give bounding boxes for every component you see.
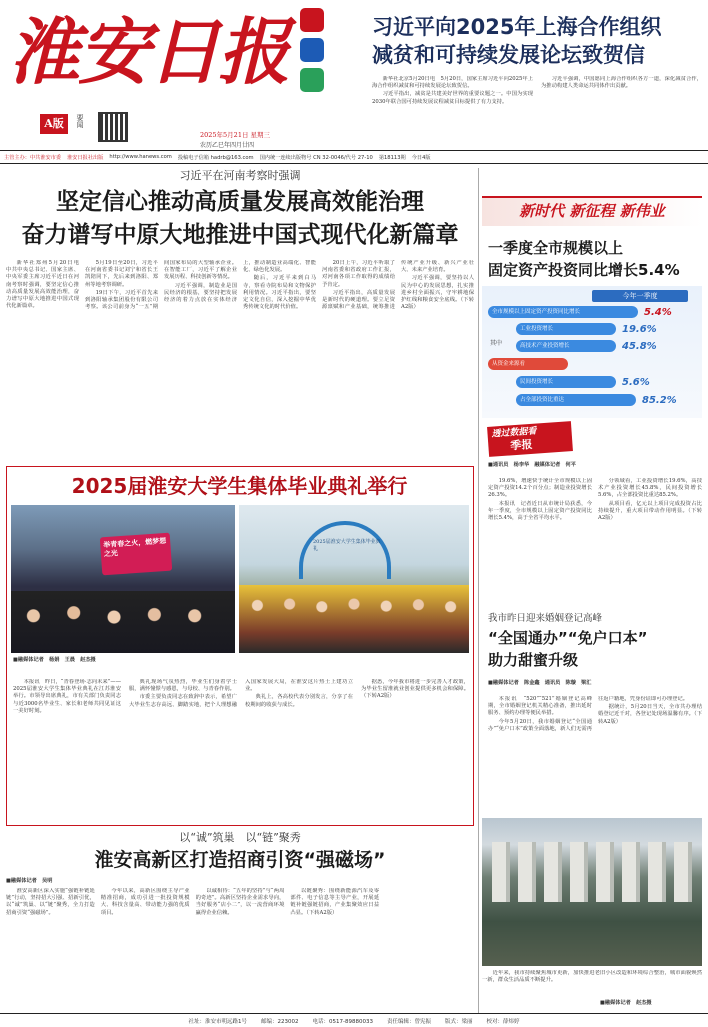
stats-row-label: 从资金来源看 <box>488 358 568 370</box>
grad-sign <box>100 533 172 576</box>
app-icon-2[interactable] <box>300 38 324 62</box>
invest-story <box>6 830 474 1012</box>
lunar-line: 农历乙巳年四月廿四 <box>200 142 255 149</box>
marriage-byline: ■融媒体记者 陈金鑫 通讯员 陈璇 梁汇 <box>488 680 592 686</box>
stats-p: 19.6%，增速快于统计全市规模以上固定资产投资14.2个百分点；制造业投资增长26.3%。 <box>488 478 592 499</box>
right-banner <box>482 196 702 226</box>
lead-title-1: 坚定信心推动高质量发展高效能治理 <box>56 189 424 215</box>
grad-p: 典礼现场气氛热烈，毕业生们身着学士服，满怀憧憬与感恩，与母校、与青春作别。 <box>129 679 237 693</box>
stamp-line1: 透过数据看 <box>491 426 537 440</box>
lead-body <box>6 260 474 458</box>
invest-byline: ■融媒体记者 吴明 <box>6 878 53 884</box>
marriage-title-1: “全国通办”“免户口本” <box>488 629 648 647</box>
stats-row-value: 5.6% <box>622 376 650 388</box>
stats-title-2: 固定资产投资同比增长5.4% <box>488 261 680 279</box>
lead-p: 习近平强调，制造业是国民经济的根基，要坚持把发展经济的着力点放在实体经济上，推动制造业高端化、智能化、绿色化发展。 <box>164 260 316 304</box>
edition-label: A版 <box>44 117 64 130</box>
stats-row <box>488 306 672 318</box>
footer-postcode: 邮编：223002 <box>260 1018 299 1025</box>
lead-p: 随后，习近平来到白马寺，察看寺院布局和文物保护利用情况。习近平指出，要坚定文化自信，深入挖掘中华优秀传统文化的时代价值。 <box>243 275 316 311</box>
city-buildings <box>492 842 692 902</box>
stats-row <box>516 323 657 335</box>
invest-p: 淮安高新区深入实施“强链补链延链”行动，坚持招大引强、招新引优，以“诚”筑巢、以“链”聚秀，全力打造招商引资“强磁场”。 <box>6 888 95 916</box>
stats-p: 本报讯 记者近日从市统计局获悉，今年一季度，全市规模以上固定资产投资同比增长5.4%，高于全省平均水平。 <box>488 500 592 522</box>
stats-stamp <box>487 421 573 457</box>
invest-p: 以诚相待：“五年的坚持”与“两周的奇迹”。高新区坚持企业需求导向，当好服务“店小二”，以一流营商环境赢得企业信赖。 <box>195 888 285 916</box>
stats-body <box>488 478 702 604</box>
masthead <box>0 0 708 150</box>
top-headline-line1: 习近平向2025年上海合作组织 <box>372 15 662 39</box>
grad-crowd <box>11 591 235 653</box>
marriage-p: 据统计，5月20日当天，全市共办理结婚登记近千对，各登记处现场温馨有序。（下转A2版） <box>598 704 702 725</box>
grad-p: 市委主要负责同志在致辞中表示，希望广大毕业生志存高远、脚踏实地，把个人理想融入国家发展大局，在淮安这片热土上建功立业。 <box>129 679 353 708</box>
lead-story <box>6 168 474 462</box>
masthead-title: 淮安日报 <box>8 9 289 94</box>
lead-p: 习近平指出，高质量发展是新时代的硬道理。要立足资源禀赋和产业基础，统筹推进传统产业升级、新兴产业壮大、未来产业培育。 <box>322 260 474 311</box>
top-story-p2: 习近平指出，减贫是共建美好世界的重要议题之一。中国为实现2030年联合国可持续发展议程减贫目标提供了有力支持。 <box>372 91 533 105</box>
stats-header <box>592 290 688 302</box>
stats-header-text: 今年一季度 <box>622 292 658 300</box>
grad-arch <box>299 521 391 579</box>
stats-row <box>488 358 568 370</box>
top-story-p1: 新华社北京5月20日电 5月20日，国家主席习近平向2025年上海合作组织减贫和可持续发展论坛致贺信。 <box>372 76 533 90</box>
grad-sign-text: 举青春之火，燃梦想之光 <box>102 535 167 559</box>
stats-side-label: 其中 <box>490 340 503 347</box>
footer-layout: 版式：梁丽 <box>444 1018 473 1025</box>
top-story-p3: 习近平强调，中国愿同上海合作组织各方一道，深化减贫合作，为推动构建人类命运共同体作出贡献。 <box>541 76 702 90</box>
stats-row <box>516 376 650 388</box>
column-divider <box>478 168 479 1013</box>
email[interactable]: 投稿电子信箱 hadrb@163.com <box>177 154 254 161</box>
invest-kicker: 以“诚”筑巢 以“链”聚秀 <box>179 831 301 844</box>
stats-row-label: 高技术产业投资增长 <box>516 340 616 352</box>
grad-photo-caption: ■融媒体记者 杨娟 王晨 赵杰摄 <box>13 657 96 663</box>
stats-row <box>516 340 657 352</box>
stats-row-label: 工业投资增长 <box>516 323 616 335</box>
footer-editor: 责任编辑：曾宪振 <box>386 1018 431 1025</box>
page-count: 今日4版 <box>411 154 431 161</box>
lead-p: 19日下午，习近平首先来到洛阳轴承集团股份有限公司考察。该公司前身为“一五”期间国家布局的大型轴承企业。在智能工厂，习近平了解企业发展历程、科技创新等情况。 <box>85 260 237 311</box>
stats-row-value: 85.2% <box>642 394 677 406</box>
press: 淮安日报社出版 <box>67 154 104 161</box>
invest-body <box>6 888 474 1010</box>
date-line: 2025年5月21日 星期三 <box>200 131 271 139</box>
edition-badge <box>40 114 68 134</box>
lead-kicker: 习近平在河南考察时强调 <box>179 169 301 182</box>
stats-p: 分领域看，工业投资增长19.6%，高技术产业投资增长45.8%，民间投资增长5.6%，占全部投资比重达85.2%。 <box>598 478 702 499</box>
lead-p: 5月19日至20日，习近平在河南省委书记刘宁和省长王凯陪同下，先后来到洛阳、郑州等地考察调研。 <box>85 260 158 288</box>
footer-phone: 电话：0517-89880033 <box>312 1018 373 1025</box>
top-headline-line2: 减贫和可持续发展论坛致贺信 <box>372 43 645 67</box>
stamp-line2: 季报 <box>509 437 533 453</box>
stats-row-label: 民间投资增长 <box>516 376 616 388</box>
cn-number: 国内统一连续出版物号 CN 32-0046/代号 27-10 <box>259 154 373 161</box>
lead-p: 20日上午，习近平听取了河南省委和省政府工作汇报，对河南各项工作取得的成绩给予肯定。 <box>322 260 395 288</box>
top-icons <box>300 8 348 148</box>
stats-row-label: 占全部投资比重达 <box>516 394 636 406</box>
footer <box>0 1013 708 1027</box>
invest-p: 以链聚秀：围绕新能源汽车及零部件、电子信息等主导产业，开展延链补链强链招商，产业集聚效应日益凸显。（下转A2版） <box>290 888 380 916</box>
stats-graphic <box>482 286 702 418</box>
website[interactable]: http://www.hanews.com <box>109 154 172 160</box>
stats-title-1: 一季度全市规模以上 <box>488 239 624 257</box>
stats-row-label: 全市规模以上固定资产投资同比增长 <box>488 306 638 318</box>
marriage-p: 今年5月20日，我市婚姻登记“全国通办”“免户口本”政策全面落地，新人们无需再往返户籍地，凭身份证即可办理登记。 <box>488 696 689 732</box>
marriage-p: 本报讯 “520”“521”婚姻登记高峰期，全市婚姻登记机关精心准备，推出延时服务、预约办理等便民举措。 <box>488 696 592 717</box>
grad-story <box>6 466 474 826</box>
grad-photo-right <box>239 505 469 653</box>
marriage-title-2: 助力甜蜜升级 <box>488 651 579 669</box>
section-label: 要闻 <box>76 114 84 128</box>
city-photo-credit: ■融媒体记者 赵杰摄 <box>600 1000 652 1006</box>
issue-number: 第18113期 <box>378 154 406 161</box>
grad-title: 2025届淮安大学生集体毕业典礼举行 <box>71 474 408 498</box>
city-photo <box>482 818 702 966</box>
grad-photo-left <box>11 505 235 653</box>
grad-arch-text: 2025届淮安大学生集体毕业典礼 <box>313 539 381 552</box>
stats-p: 从项目看，亿元以上项目完成投资占比持续提升，重大项目带动作用明显。（下转A2版） <box>598 500 702 522</box>
grad-body <box>13 679 469 821</box>
grad-group <box>239 585 469 653</box>
invest-p: 今年以来，高新区围绕主导产业精准招商，成功引进一批投资规模大、科技含量高、带动能力强的优质项目。 <box>100 888 190 916</box>
marriage-body <box>488 696 702 812</box>
info-strip <box>0 150 708 164</box>
app-icon-1[interactable] <box>300 8 324 32</box>
stats-row-value: 5.4% <box>644 306 672 318</box>
grad-p: 典礼上，各高校代表分别发言，分享了在校期间的收获与成长。 <box>245 694 353 708</box>
lead-title-2: 奋力谱写中原大地推进中国式现代化新篇章 <box>21 222 459 248</box>
stats-row-value: 45.8% <box>622 340 657 352</box>
stats-row-value: 19.6% <box>622 323 657 335</box>
footer-proofreader: 校对：薛炜婷 <box>486 1018 520 1025</box>
city-photo-caption: 近年来，我市持续聚焦城市更新，加快推进老旧小区改造和环境综合整治，城市面貌焕然一新，群众生活品质不断提升。 <box>482 970 702 984</box>
qr-code[interactable] <box>98 112 128 142</box>
stats-row <box>516 394 677 406</box>
grad-p: 据悉，今年我市将进一步完善人才政策，为毕业生留淮就业创业提供更多机会和保障。（下转A2版） <box>361 679 469 700</box>
lead-p: 习近平强调，要坚持以人民为中心的发展思想，扎实推进乡村全面振兴，守牢耕地保护红线和粮食安全底线。（下转A2版） <box>401 275 474 311</box>
app-icon-3[interactable] <box>300 68 324 92</box>
lead-p: 新华社郑州5月20日电 中共中央总书记、国家主席、中央军委主席习近平近日在河南考察时强调，要坚定信心推动高质量发展高效能治理，奋力谱写中原大地推进中国式现代化新篇章。 <box>6 260 85 310</box>
grad-p: 本报讯 昨日，“青春登场·志向未来”——2025届淮安大学生集体毕业典礼在江苏淮安举行。市领导出席典礼，市有关部门负责同志与近3000名毕业生、家长和老师共同见证这一美好时刻。 <box>13 679 121 714</box>
marriage-kicker: 我市昨日迎来婚姻登记高峰 <box>488 613 603 624</box>
stats-byline: ■通讯员 杨李华 融媒体记者 何平 <box>488 462 576 468</box>
invest-title: 淮安高新区打造招商引资“强磁场” <box>94 849 386 871</box>
top-story-body <box>372 76 702 140</box>
banner-text: 新时代 新征程 新伟业 <box>519 202 665 220</box>
publisher: 主管主办：中共淮安市委 <box>4 154 62 161</box>
footer-address: 社址：淮安市明远路1号 <box>188 1018 247 1025</box>
